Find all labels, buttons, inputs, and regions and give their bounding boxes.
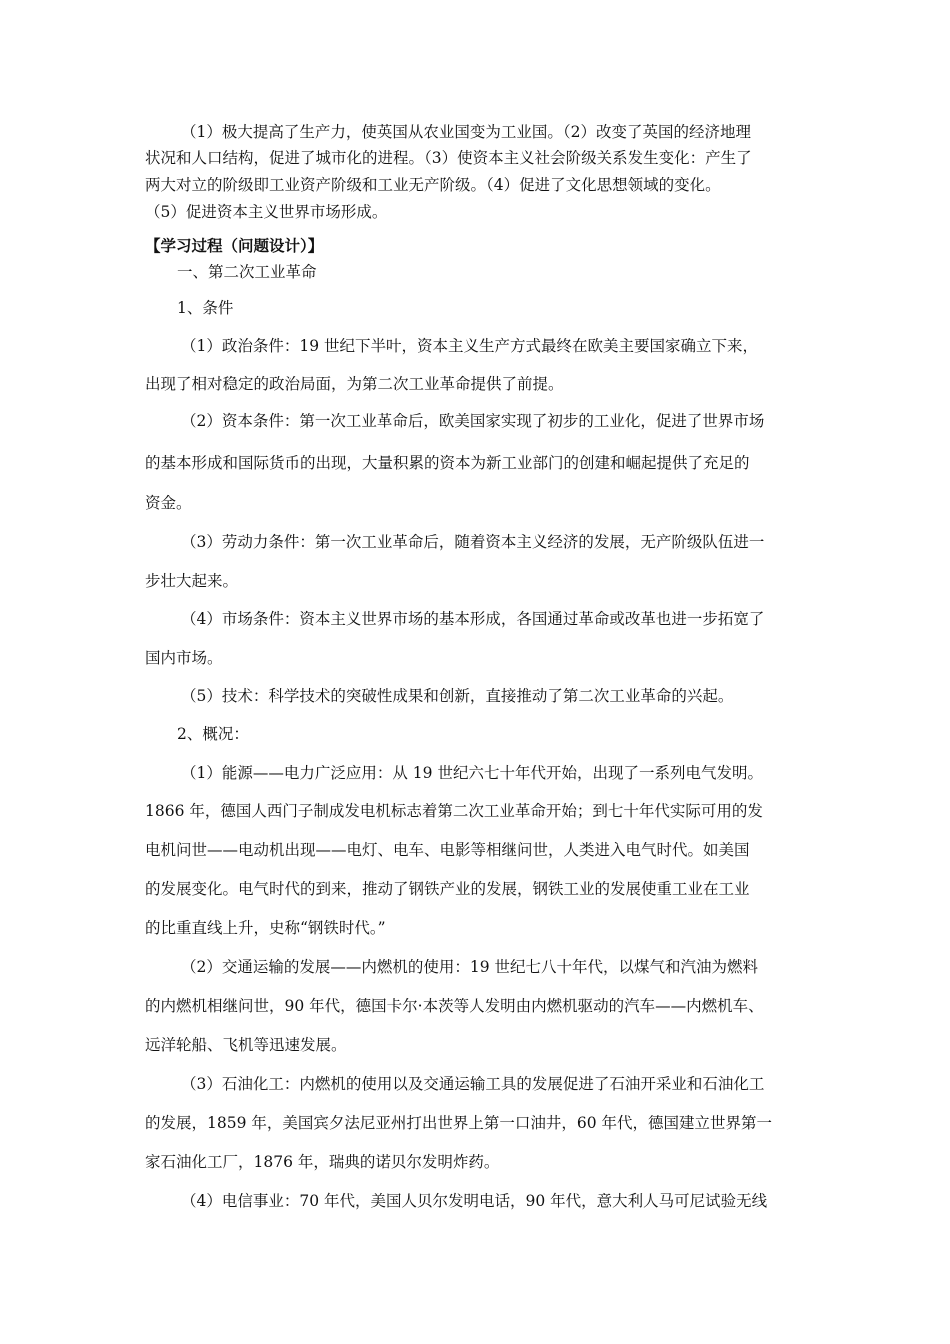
condition-political-line-2: 出现了相对稳定的政治局面，为第二次工业革命提供了前提。 [145,375,564,393]
condition-technology-line-1: （5）技术：科学技术的突破性成果和创新，直接推动了第二次工业革命的兴起。 [181,687,734,705]
part-title: 一、第二次工业革命 [177,263,317,281]
overview-petrochem-line-1: （3）石油化工：内燃机的使用以及交通运输工具的发展促进了石油开采业和石油化工 [181,1075,765,1093]
overview-telecom-line-1: （4）电信事业：70 年代，美国人贝尔发明电话，90 年代，意大利人马可尼试验无线 [181,1192,768,1210]
condition-capital-line-3: 资金。 [145,494,192,512]
section-heading: 【学习过程（问题设计）】 [145,237,324,255]
overview-energy-line-3: 电机问世——电动机出现——电灯、电车、电影等相继问世，人类进入电气时代。如美国 [145,841,750,859]
condition-labor-line-2: 步壮大起来。 [145,572,239,590]
overview-petrochem-line-2: 的发展，1859 年，美国宾夕法尼亚州打出世界上第一口油井，60 年代，德国建立世界第一 [145,1114,773,1132]
condition-political-line-1: （1）政治条件：19 世纪下半叶，资本主义生产方式最终在欧美主要国家确立下来， [181,337,759,355]
condition-market-line-2: 国内市场。 [145,649,223,667]
intro-line-3: 两大对立的阶级即工业资产阶级和工业无产阶级。（4）促进了文化思想领域的变化。 [145,176,721,194]
overview-energy-line-1: （1）能源——电力广泛应用：从 19 世纪六七十年代开始，出现了一系列电气发明。 [181,764,763,782]
overview-transport-line-2: 的内燃机相继问世，90 年代，德国卡尔·本茨等人发明由内燃机驱动的汽车——内燃机车、 [145,997,764,1015]
overview-transport-line-1: （2）交通运输的发展——内燃机的使用：19 世纪七八十年代，以煤气和汽油为燃料 [181,958,759,976]
condition-market-line-1: （4）市场条件：资本主义世界市场的基本形成，各国通过革命或改革也进一步拓宽了 [181,610,765,628]
intro-line-2: 状况和人口结构，促进了城市化的进程。（3）使资本主义社会阶级关系发生变化：产生了 [145,149,752,167]
condition-capital-line-2: 的基本形成和国际货币的出现，大量积累的资本为新工业部门的创建和崛起提供了充足的 [145,454,750,472]
overview-transport-line-3: 远洋轮船、飞机等迅速发展。 [145,1036,347,1054]
overview-energy-line-2: 1866 年，德国人西门子制成发电机标志着第二次工业革命开始；到七十年代实际可用的发 [145,802,763,820]
intro-line-4: （5）促进资本主义世界市场形成。 [145,203,388,221]
intro-line-1: （1）极大提高了生产力，使英国从农业国变为工业国。（2）改变了英国的经济地理 [181,123,751,141]
overview-energy-line-5: 的比重直线上升，史称“钢铁时代。” [145,919,386,937]
subsection-title-overview: 2、概况： [177,725,249,743]
condition-capital-line-1: （2）资本条件：第一次工业革命后，欧美国家实现了初步的工业化，促进了世界市场 [181,412,765,430]
condition-labor-line-1: （3）劳动力条件：第一次工业革命后，随着资本主义经济的发展，无产阶级队伍进一 [181,533,765,551]
overview-petrochem-line-3: 家石油化工厂，1876 年，瑞典的诺贝尔发明炸药。 [145,1153,500,1171]
overview-energy-line-4: 的发展变化。电气时代的到来，推动了钢铁产业的发展，钢铁工业的发展使重工业在工业 [145,880,750,898]
subsection-title-conditions: 1、条件 [177,299,234,317]
